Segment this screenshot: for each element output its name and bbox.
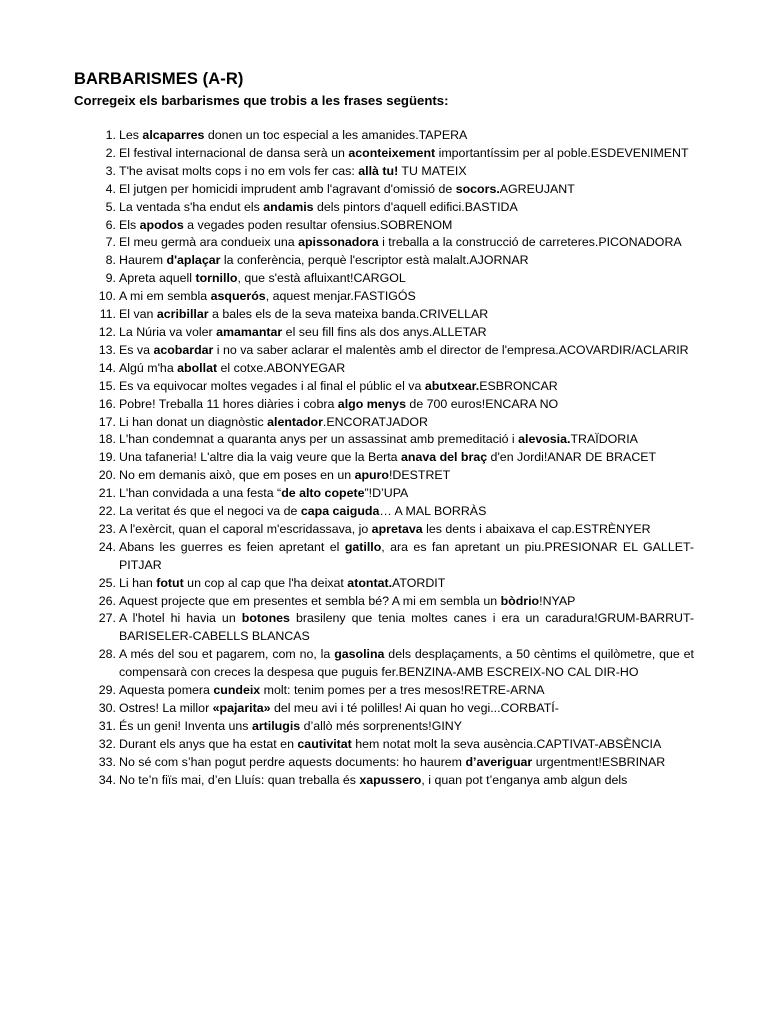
sentence-text: .ENCORATJADOR: [322, 414, 429, 429]
sentence-text: donen un toc especial a les amanides.TAPERA: [204, 128, 468, 142]
sentence-text: Li han: [119, 575, 157, 590]
sentence-text: Els: [119, 217, 140, 232]
barbarism-term: abutxear.: [424, 378, 480, 393]
sentence-text: TRAÏDORIA: [570, 432, 638, 447]
sentence-text: Es va equivocar moltes vegades i al final el públic el va: [119, 378, 425, 393]
sentence-text: El festival internacional de dansa serà un: [119, 145, 349, 160]
barbarism-term: amamantar: [216, 324, 283, 339]
list-item: [74, 485, 694, 503]
list-item: [74, 700, 694, 718]
barbarism-term: acobardar: [153, 342, 214, 357]
barbarism-term: gatillo: [344, 539, 382, 554]
sentence-text: … A MAL BORRÀS: [379, 504, 487, 519]
item-number: 18.: [98, 432, 116, 447]
sentence-text: , i quan pot t’enganya amb algun dels: [421, 772, 628, 787]
item-number: 30.: [98, 701, 116, 715]
item-number: 27.: [98, 611, 116, 626]
barbarism-term: cundeix: [213, 683, 261, 698]
sentence-text: i no va saber aclarar el malentès amb el director de l'empresa.ACOVARDIR/ACLARIR: [213, 342, 689, 357]
barbarism-term: asquerós: [210, 289, 266, 304]
sentence-text: Ostres! La millor: [119, 701, 213, 715]
item-number: 10.: [98, 289, 116, 304]
sentence-text: urgentment!ESBRINAR: [532, 754, 666, 769]
sentence-text: A l'exèrcit, quan el caporal m'escridassava, jo: [119, 521, 372, 536]
item-number: 29.: [98, 683, 116, 698]
sentence-text: i treballa a la construcció de carreteres.PICONADORA: [378, 235, 682, 250]
sentence-text: T'he avisat molts cops i no em vols fer cas:: [119, 163, 359, 178]
item-number: 5.: [105, 199, 116, 214]
sentence-text: , que s'està afluixant!CARGOL: [237, 271, 406, 286]
item-number: 7.: [105, 235, 116, 250]
sentence-text: A mi em sembla: [119, 289, 211, 304]
sentence-text: El van: [119, 307, 157, 322]
item-number: 32.: [98, 736, 116, 751]
barbarism-term: apodos: [139, 217, 184, 232]
sentence-text: A més del sou et pagarem, com no, la: [119, 647, 335, 662]
item-number: 13.: [98, 342, 116, 357]
sentence-text: Les: [119, 128, 143, 142]
sentence-text: ATORDIT: [392, 575, 446, 590]
item-number: 24.: [98, 539, 116, 554]
sentence-text: ”!D’UPA: [364, 486, 409, 501]
sentence-text: No sé com s’han pogut perdre aquests documents: ho haurem: [119, 754, 466, 769]
sentence-text: , aquest menjar.FASTIGÓS: [265, 289, 416, 304]
sentence-text: de 700 euros!ENCARA NO: [405, 396, 559, 411]
sentence-text: hem notat molt la seva ausència.CAPTIVAT-ABSÈNCIA: [351, 736, 662, 751]
item-number: 8.: [105, 253, 116, 268]
sentence-text: Aquest projecte que em presentes et sembla bé? A mi em sembla un: [119, 593, 501, 608]
sentence-text: A l'hotel hi havia un: [119, 611, 242, 626]
list-item: [74, 414, 694, 432]
barbarism-term: socors.: [455, 181, 500, 196]
sentence-text: No em demanis això, que em poses en un: [119, 468, 355, 483]
sentence-text: És un geni! Inventa uns: [119, 718, 252, 733]
list-item: [74, 503, 694, 521]
barbarism-term: andamis: [263, 199, 314, 214]
sentence-text: Aquesta pomera: [119, 683, 214, 698]
barbarism-term: alevosia.: [518, 432, 571, 447]
list-item: [74, 360, 694, 378]
barbarism-term: apissonadora: [298, 235, 379, 250]
barbarism-term: tornillo: [195, 271, 238, 286]
item-number: 28.: [98, 647, 116, 662]
sentence-text: TU MATEIX: [398, 163, 467, 178]
list-item: [74, 288, 694, 306]
sentence-text: L'han condemnat a quaranta anys per un assassinat amb premeditació i: [119, 432, 519, 447]
barbarism-term: fotut: [156, 575, 184, 590]
sentence-text: d'en Jordi!ANAR DE BRACET: [487, 450, 657, 465]
sentence-text: !DESTRET: [388, 468, 451, 483]
item-number: 14.: [98, 360, 116, 375]
barbarism-term: artilugis: [251, 718, 301, 733]
list-item: [74, 270, 694, 288]
list-item: [74, 324, 694, 342]
barbarism-term: atontat.: [347, 575, 393, 590]
list-item: [74, 163, 694, 181]
barbarism-term: gasolina: [334, 647, 385, 662]
item-number: 3.: [105, 163, 116, 178]
sentence-text: dels pintors d'aquell edifici.BASTIDA: [313, 199, 518, 214]
sentence-text: Pobre! Treballa 11 hores diàries i cobra: [119, 396, 338, 411]
list-item: [74, 610, 694, 646]
list-item: [74, 754, 694, 772]
barbarism-term: apretava: [371, 521, 423, 536]
item-number: 26.: [98, 593, 116, 608]
sentence-text: ESBRONCAR: [479, 378, 558, 393]
item-number: 17.: [98, 414, 116, 429]
item-number: 2.: [105, 145, 116, 160]
barbarism-term: de alto copete: [281, 486, 365, 501]
item-number: 4.: [105, 181, 116, 196]
sentence-text: del meu avi i té polilles! Ai quan ho vegi...CORBATÍ-: [270, 701, 559, 715]
sentence-text: Es va: [119, 342, 154, 357]
sentence-text: Durant els anys que ha estat en: [119, 736, 298, 751]
sentence-text: El jutgen per homicidi imprudent amb l'agravant d'omissió de: [119, 181, 456, 196]
item-number: 11.: [99, 307, 116, 322]
list-item: [74, 539, 694, 575]
list-item: [74, 431, 694, 449]
item-number: 33.: [98, 754, 116, 769]
sentence-text: d’allò més sorprenents!GINY: [300, 718, 462, 733]
sentence-text: Li han donat un diagnòstic: [119, 414, 268, 429]
sentence-text: Abans les guerres es feien apretant el: [119, 539, 345, 554]
sentence-text: el cotxe.ABONYEGAR: [217, 360, 346, 375]
item-number: 34.: [98, 772, 116, 787]
item-number: 20.: [98, 468, 116, 483]
sentence-text: importantíssim per al poble.ESDEVENIMENT: [435, 145, 689, 160]
list-item: [74, 396, 694, 414]
barbarism-term: «pajarita»: [212, 701, 271, 715]
item-number: 1.: [105, 128, 116, 142]
sentence-text: El meu germà ara condueix una: [119, 235, 299, 250]
sentence-text: Una tafaneria! L'altre dia la vaig veure que la Berta: [119, 450, 402, 465]
sentence-text: AGREUJANT: [499, 181, 575, 196]
sentence-text: les dents i abaixava el cap.ESTRÈNYER: [422, 521, 651, 536]
item-number: 19.: [98, 450, 116, 465]
barbarism-term: anava del braç: [401, 450, 488, 465]
list-item: [74, 467, 694, 485]
barbarism-term: d'aplaçar: [166, 253, 221, 268]
item-number: 22.: [98, 504, 116, 519]
list-item: [74, 575, 694, 593]
item-number: 31.: [98, 718, 116, 733]
list-item: [74, 181, 694, 199]
list-item: [74, 378, 694, 396]
barbarism-term: allà tu!: [358, 163, 399, 178]
sentence-text: L'han convidada a una festa “: [119, 486, 282, 501]
list-item: [74, 718, 694, 736]
list-item: [74, 252, 694, 270]
sentence-text: a vegades poden resultar ofensius.SOBRENOM: [183, 217, 453, 232]
item-number: 9.: [105, 271, 116, 286]
page-subtitle: Corregeix els barbarismes que trobis a les frases següents:: [74, 93, 449, 108]
sentence-text: dels desplaçaments, a 50 cèntims el quilòmetre, que et compensarà con creces la despesa que puguis fer.BENZINA-AMB ESCREIX-NO CAL DIR-HO: [119, 647, 694, 680]
barbarism-term: abollat: [177, 360, 218, 375]
sentence-text: brasileny que tenia moltes canes i era un caradura!GRUM-BARRUT-BARISELER-CABELLS BLANCAS: [119, 611, 695, 644]
list-item: [74, 234, 694, 252]
item-number: 25.: [98, 575, 116, 590]
list-item: [74, 521, 694, 539]
exercise-list: [74, 127, 694, 790]
sentence-text: a bales els de la seva mateixa banda.CRIVELLAR: [208, 307, 489, 322]
list-item: [74, 449, 694, 467]
sentence-text: la conferència, perquè l'escriptor està malalt.AJORNAR: [220, 253, 529, 268]
sentence-text: No te’n fiïs mai, d’en Lluís: quan treballa és: [119, 772, 360, 787]
barbarism-term: algo menys: [337, 396, 406, 411]
list-item: [74, 772, 694, 790]
barbarism-term: alentador: [267, 414, 323, 429]
list-item: [74, 736, 694, 754]
barbarism-term: alcaparres: [142, 128, 205, 142]
list-item: [74, 593, 694, 611]
barbarism-term: bòdrio: [500, 593, 540, 608]
item-number: 23.: [98, 521, 116, 536]
item-number: 12.: [98, 324, 116, 339]
barbarism-term: d’averiguar: [465, 754, 533, 769]
list-item: [74, 682, 694, 700]
sentence-text: La Núria va voler: [119, 324, 217, 339]
list-item: [74, 217, 694, 235]
barbarism-term: aconteixement: [348, 145, 436, 160]
sentence-text: La veritat és que el negoci va de: [119, 504, 301, 519]
item-number: 15.: [98, 378, 116, 393]
barbarism-term: cautivitat: [297, 736, 352, 751]
item-number: 6.: [105, 217, 116, 232]
sentence-text: La ventada s'ha endut els: [119, 199, 264, 214]
sentence-text: un cop al cap que l'ha deixat: [183, 575, 348, 590]
sentence-text: Apreta aquell: [119, 271, 196, 286]
list-item: [74, 199, 694, 217]
item-number: 16.: [98, 396, 116, 411]
list-item: [74, 646, 694, 682]
barbarism-term: xapussero: [359, 772, 422, 787]
list-item: [74, 306, 694, 324]
barbarism-term: apuro: [354, 468, 389, 483]
item-number: 21.: [98, 486, 116, 501]
sentence-text: !NYAP: [539, 593, 576, 608]
list-item: [74, 127, 694, 145]
page-title: BARBARISMES (A-R): [74, 70, 244, 88]
sentence-text: Algú m'ha: [119, 360, 178, 375]
list-item: [74, 145, 694, 163]
sentence-text: el seu fill fins als dos anys.ALLETAR: [282, 324, 487, 339]
barbarism-term: botones: [241, 611, 290, 626]
sentence-text: Haurem: [119, 253, 167, 268]
barbarism-term: capa caiguda: [300, 504, 380, 519]
list-item: [74, 342, 694, 360]
barbarism-term: acribillar: [156, 307, 209, 322]
sentence-text: molt: tenim pomes per a tres mesos!RETRE-ARNA: [260, 683, 545, 698]
sentence-text: , ara es fan apretant un piu.PRESIONAR EL GALLET-PITJAR: [119, 539, 694, 572]
